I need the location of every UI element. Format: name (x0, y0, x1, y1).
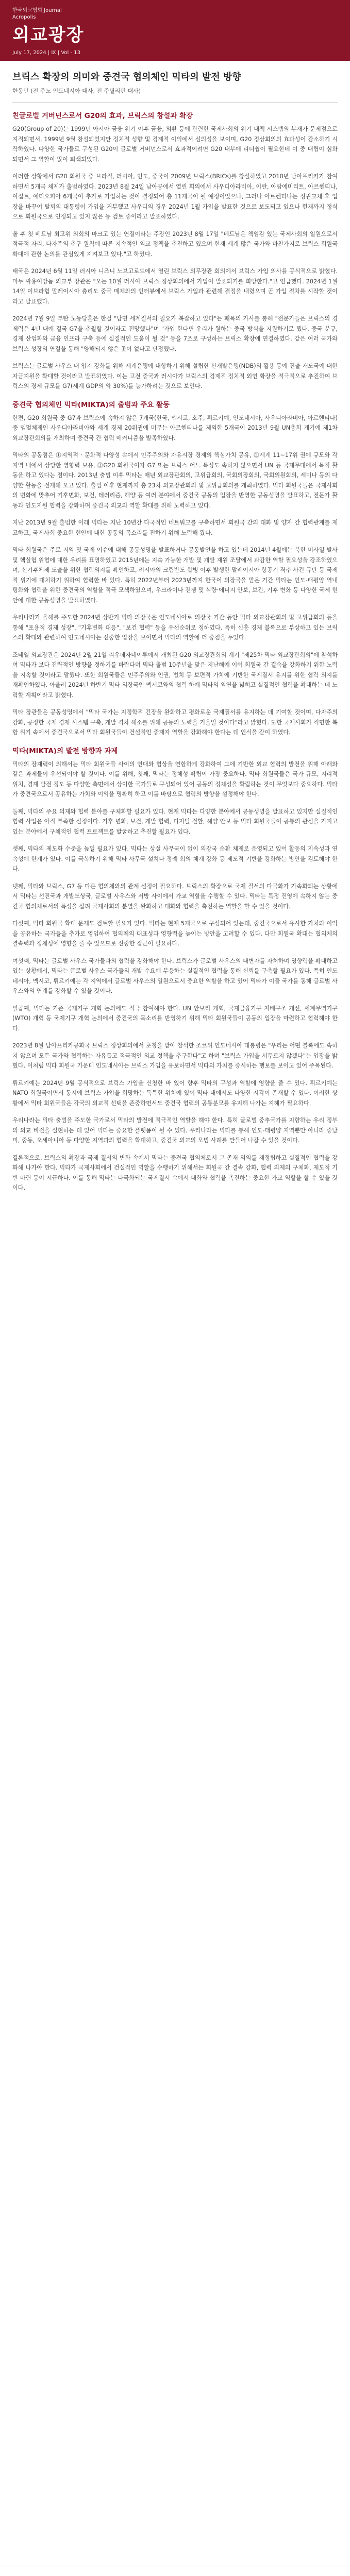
paragraph: 일곱째, 믹타는 기존 국제기구 개혁 논의에도 적극 참여해야 한다. UN 안보리 개혁, 국제금융기구 지배구조 개선, 세계무역기구(WTO) 개혁 등 국제기구 개혁 논의에서 중견국의 목소리를 반영하기 위해 믹타 회원국들이 공동의 입장을 마련하고 협력해야 한다. (12, 1005, 338, 1032)
paragraph: 둘째, 믹타의 주요 의제와 협력 분야를 구체화할 필요가 있다. 현재 믹타는 다양한 분야에서 공동성명을 발표하고 있지만 실질적인 협력 사업은 아직 부족한 실정이다. 기후 변화, 보건, 개발 협력, 디지털 전환, 해양 안보 등 믹타 회원국들이 공통의 관심을 가지고 있는 분야에서 구체적인 협력 프로젝트를 발굴하고 추진할 필요가 있다. (12, 808, 338, 835)
paragraph: 브릭스는 글로벌 사우스 내 입지 강화를 위해 세계은행에 대항하기 위해 설립한 신개발은행(NDB)의 활용 등에 진출 개도국에 대한 자금지원을 확대할 것이라고 발표하였다. 이는 고전 중국과 러시아가 브릭스의 경제적 정치적 외연 확장을 적극적으로 추진하여 브릭스의 경제 규모를 G7(세계 GDP의 약 30%)를 능가하려는 것으로 보인다. (12, 363, 338, 389)
paragraph: 다섯째, 믹타 회원국 확대 문제도 검토할 필요가 있다. 믹타는 현재 5개국으로 구성되어 있는데, 중견국으로서 유사한 가치와 이익을 공유하는 국가들을 추가로 영입하여 협의체의 대표성과 영향력을 높이는 방안을 고려할 수 있다. 다만 회원국 확대는 협의체의 결속력과 정체성에 영향을 줄 수 있으므로 신중한 접근이 필요하다. (12, 920, 338, 947)
article-sections (12, 111, 338, 1193)
paragraph: 2024년 7월 9일 부탄 노동당혼은 한걸 "남면 세계질서의 필요가 복잡하고 있다"는 패목의 가사를 통해 "전문가들은 브릭스의 경제력은 4년 내에 결국 G7을 추월할 것이라고 전망했다"며 "가입 한다면 우리가 원하는 중국 방식을 지원하기로 했다. 중국 분규, 경제 산업화와 금융 인프라 구축 등에 실질적인 도움이 될 것" 등을 7조로 구성하는 브릭스 확장에 연결하였다. 같은 여러 국가와 브릭스 성장의 연결을 통해 "양해되지 않은 곳이 없다고 단정했다. (12, 315, 338, 352)
journal-subtitle: Acropolis (12, 14, 36, 20)
paragraph: 올 후 첫 베트남 최고위 의회의 마크고 있는 연결이라는 주장인 2023년 8월 17일 "베트남은 책임감 있는 국제사회의 일원으로서 적극적 자리, 다자주의 추구 원칙에 따른 지속적인 외교 정책을 추진하고 있으며 현재 세계 많은 국가와 마찬가지로 브릭스 회원국 확대에 관한 논의를 관심있게 지켜보고 있다."고 하였다. (12, 230, 338, 258)
article-body (0, 61, 350, 1193)
article-section (12, 111, 338, 392)
paragraph: 여섯째, 믹타는 글로벌 사우스 국가들과의 협력을 강화해야 한다. 브릭스가 글로벌 사우스의 대변자를 자처하며 영향력을 확대하고 있는 상황에서, 믹타는 글로벌 사우스 국가들의 개발 수요에 부응하는 실질적인 협력을 통해 신뢰를 구축할 필요가 있다. 특히 인도네시아, 멕시코, 튀르키예는 각 지역에서 글로벌 사우스의 일원으로서 중요한 역할을 하고 있어 믹타가 이들 국가를 통해 글로벌 사우스와의 연계를 강화할 수 있을 것이다. (12, 957, 338, 994)
section-heading: 믹타(MIKTA)의 발전 방향과 과제 (12, 747, 118, 755)
article-section (12, 400, 338, 738)
issue-info: July 17, 2024 | Ⅸ | Vol - 13 (12, 50, 80, 56)
paragraph: 조태열 외교장관은 2024년 2월 21일 리우데자네이루에서 개최된 G20 외교장관회의 계기 "제25차 믹타 외교장관회의"에 참석하여 믹타가 보다 전략적인 방향을 정하기를 바란다며 믹타 출범 10주년을 맞은 지난해에 이어 회원국 간 결속을 강화하기 위한 노력을 지속할 것이라고 말했다. 또한 회원국들은 민주주의와 인권, 법치 등 보편적 가치에 기반한 국제질서 유지를 위한 협력 의지를 재확인하였다. 아울러 2024년 하반기 믹타 의장국인 멕시코와의 협력 하에 믹타의 외연을 넓히고 실질적인 협력을 확대하는 데 노력할 계획이라고 밝혔다. (12, 651, 338, 699)
paragraph: 2023년 8월 남아프리카공화국 브릭스 정상회의에서 초청을 받아 참석한 조코위 인도네시아 대통령은 "우리는 어떤 블록에도 속하지 않으며 모든 국가와 협력하는 자유롭고 적극적인 외교 정책을 추구한다"고 하며 "브릭스 가입을 서두르지 않겠다"는 입장을 밝혔다. 이처럼 믹타 회원국 가운데 인도네시아는 브릭스 가입을 유보하면서 믹타의 가치를 중시하는 행보를 보이고 있어 주목된다. (12, 1042, 338, 1069)
paragraph: 우리나라가 올해를 주도한 2024년 상반기 믹타 의장국은 인도네시아로 의장국 기간 동안 믹타 외교장관회의 및 고위급회의 등을 통해 "포용적 경제 성장", "기후변화 대응", "보건 협력" 등을 우선순위로 정하였다. 특히 신흥 경제 블록으로 부상하고 있는 브릭스의 확대와 관련하여 인도네시아는 신중한 입장을 보이면서 믹타의 역할에 더 중점을 두었다. (12, 614, 338, 641)
paragraph: 태국은 2024년 6월 11일 러시아 니즈니 노브고로드에서 열린 브릭스 외무장관 회의에서 브릭스 가입 의사를 공식적으로 밝혔다. 마두 싸용이앙돔 외교부 장관은 "오는 10월 러시아 브릭스 정상회의에서 가입이 발표되기를 희망한다."고 언급했다. 2024년 1월 14일 이브라힘 말레이시아 총리도 중국 매체와의 인터뷰에서 브릭스 가입과 관련해 결정을 내렸으며 곧 가입 절차를 시작할 것이라고 발표했다. (12, 268, 338, 305)
masthead-title: 외교광장 (12, 25, 85, 45)
paragraph: 결론적으로, 브릭스의 확장과 국제 질서의 변화 속에서 믹타는 중견국 협의체로서 그 존재 의의를 재정립하고 실질적인 협력을 강화해 나가야 한다. 믹타가 국제사회에서 건설적인 역할을 수행하기 위해서는 회원국 간 결속 강화, 협력 의제의 구체화, 제도적 기반 마련 등이 시급하다. 이를 통해 믹타는 다극화되는 국제질서 속에서 대화와 협력을 촉진하는 중요한 가교 역할을 할 수 있을 것이다. (12, 1154, 338, 1191)
masthead-banner (0, 0, 350, 61)
section-heading: 친글로벌 거버넌스로서 G20의 효과, 브릭스의 창설과 확장 (12, 112, 193, 120)
paragraph: 한편, G20 회원국 중 G7과 브릭스에 속하지 않은 7개국(한국, 멕시코, 호주, 튀르키예, 인도네시아, 사우디아라비아, 아르헨티나) 중 멤멀체제인 사우디아라비아와 세계 경제 20위권에 머무는 아르헨티나를 제외한 5개국이 2013년 9월 UN총회 계기에 제1차 외교장관회의를 개최하며 중견국 간 협력 메커니즘을 발족하였다. (12, 414, 338, 442)
paragraph: 이러한 상황에서 G20 회원국 중 브라질, 러시아, 인도, 중국이 2009년 브릭스(BRICs)를 창설하였고 2010년 남아프리카가 참여하면서 5개국 체제가 출범하였다. 2023년 8월 24일 남아공에서 열린 회의에서 사우디아라비아, 이란, 아랍에미리트, 아르헨티나, 이집트, 에티오피아 6개국이 추가로 가입하는 것이 결정되어 총 11개국이 될 예정이었으나, 그러나 아르헨티나는 정권교체 후 입장을 바꾸어 탈퇴의 대통령이 가입을 거부했고 사우디의 경우 2024년 1월 가입을 발표한 것으로 보도되고 있으나 현재까지 정식으로 회원국으로 인정되고 있지 않은 등 검토 중이라고 발표하였다. (12, 173, 338, 220)
paragraph: 믹타 장관들은 공동성명에서 "믹타 국가는 지정학적 긴장을 완화하고 평화로운 국제질서를 유지하는 데 기여할 것이며, 다자주의 강화, 공정한 국제 경제 시스템 구축, 개발 격차 해소를 위해 공동의 노력을 기울일 것이다"라고 밝혔다. 또한 국제사회가 직면한 복합 위기 속에서 중견국으로서 믹타 회원국들이 건설적인 중재자 역할을 강화해야 한다는 데 인식을 같이 하였다. (12, 709, 338, 736)
paragraph: 믹타의 잠재력이 의해서는 믹타 회원국들 사이의 연대와 협상을 연합하게 강화하여 그에 기반한 외교 협력의 발전을 위해 아래와 같은 과제들이 우선되어야 할 것이다. 이를 위해, 첫째, 믹타는 정체성 확립이 가장 중요하다. 믹타 회원국들은 국가 규모, 지리적 위치, 경제 발전 정도 등 다양한 측면에서 상이한 국가들로 구성되어 있어 공동의 정체성을 확립하는 것이 무엇보다 중요하다. 믹타가 중견국으로서 공유하는 가치와 이익을 명확히 하고 이를 바탕으로 협력의 방향을 설정해야 한다. (12, 760, 338, 798)
paragraph: 넷째, 믹타와 브릭스, G7 등 다른 협의체와의 관계 설정이 필요하다. 브릭스의 확장으로 국제 질서의 다극화가 가속화되는 상황에서 믹타는 선진국과 개발도상국, 글로벌 사우스와 서방 사이에서 가교 역할을 수행할 수 있다. 믹타는 특정 진영에 속하지 않는 중견국 협의체로서의 특성을 살려 국제사회의 분열을 완화하고 대화와 협력을 촉진하는 역할을 할 수 있을 것이다. (12, 883, 338, 910)
paragraph: G20(Group of 20)는 1999년 아시아 금융 위기 이후 금융, 외환 등에 관련한 국제사회의 위기 대책 시스템의 부재가 문제점으로 지적되면서, 1999년 9월 창설되었지만 정치적 성향 및 경제적 이익에서 심의성을 보이며, G20 정상회의의 효과성이 감소하기 시작하였다. 다양한 국가들로 구성된 G20이 글로벌 거버넌스로서 효과적이려면 G20 내부에 리더쉽이 필요한데 이 중 대립이 심화되면서 그 역할이 많이 퇴색되었다. (12, 126, 338, 163)
paragraph: 지난 2013년 9월 출범한 이래 믹타는 지난 10년간 다국적인 네트워크를 구축하면서 회원국 간의 대화 및 양자 간 협력관계를 제고하고, 국제사회 중요한 현안에 대한 공통의 목소리를 전하기 위해 노력해 왔다. (12, 519, 338, 536)
title-divider (12, 102, 338, 103)
paragraph: 우리나라는 믹타 출범을 주도한 국가로서 믹타의 발전에 적극적인 역할을 해야 한다. 특히 글로벌 중추국가를 지향하는 우리 정부의 외교 비전을 실현하는 데 있어 믹타는 중요한 플랫폼이 될 수 있다. 우리나라는 믹타를 통해 인도-태평양 지역뿐만 아니라 중남미, 중동, 오세아니아 등 다양한 지역과의 협력을 확대하고, 중견국 외교의 모범 사례를 만들어 나갈 수 있을 것이다. (12, 1117, 338, 1144)
journal-name: 한국외교협회 Journal (12, 8, 62, 13)
section-heading: 중견국 협의체인 믹타(MIKTA)의 출범과 주요 활동 (12, 400, 170, 409)
page-footer (0, 2566, 350, 2576)
paragraph: 셋째, 믹타의 제도화 수준을 높일 필요가 있다. 믹타는 상설 사무국이 없이 의장국 순환 체제로 운영되고 있어 활동의 지속성과 연속성에 한계가 있다. 이를 극복하기 위해 믹타 사무국 설치나 정례 회의 체계 강화 등 제도적 기반을 강화하는 방안을 검토해야 한다. (12, 845, 338, 872)
article-title: 브릭스 확장의 의미와 중견국 협의체인 믹타의 발전 방향 (12, 72, 241, 82)
paragraph: 튀르키예는 2024년 9월 공식적으로 브릭스 가입을 신청한 바 있어 향후 믹타의 구성과 역할에 영향을 줄 수 있다. 튀르키예는 NATO 회원국이면서 동시에 브릭스 가입을 희망하는 독특한 위치에 있어 믹타 내에서도 다양한 시각이 존재할 수 있다. 이러한 상황에서 믹타 회원국들은 각국의 외교적 선택을 존중하면서도 중견국 협력의 공통분모를 유지해 나가는 지혜가 필요하다. (12, 1079, 338, 1107)
paragraph: 믹타의 공동점은 ⓵지역적 · 문화적 다양성 속에서 민주주의와 자유시장 경제의 핵심가치 공유, ⓶세계 11~17위 권에 규모와 각 지역 내에서 상당한 영향력 보유, ⓷G20 회원국이자 G7 또는 브릭스 어느 특성도 속하지 않으면서 UN 등 국제무대에서 목적 활동을 하고 있다는 점이다. 2013년 출범 이후 믹타는 매년 외교장관회의, 고위급회의, 국회의장회의, 국회의원회의, 세미나 등의 다양한 활동을 전개해 오고 있다. 출범 이후 현재까지 총 23차 외교장관회의 및 고위급회의를 개최하였다. 믹타 회원국들은 국제사회의 변화에 맞추어 기후변화, 보건, 테러리즘, 해양 등 여러 분야에서 중견국 공동의 입장을 반영한 공동성명을 발표하고, 전문가 활동과 인도지원 협력을 강화하며 중견국 외교의 역할 확대를 위해 노력하고 있다. (12, 452, 338, 509)
article-section (12, 746, 338, 1193)
paragraph: 믹타 회원국은 주로 지역 및 국제 이슈에 대해 공동성명을 발표하거나 공동발언을 하고 있는데 2014년 4월에는 북한 미사일 발사 및 핵실험 위협에 대한 우려를 표명하였고 2015년에는 지속 가능한 개발 및 개발 재원 조달에서 과감한 역할 필요성을 강조하였으며, 신기후체제 도출을 위한 협력의지를 확인하고, 러시아의 크림반도 합병 이후 발생한 말레이시아 항공기 격추 사건 규탄 등 국제적 위기에 대처하기 위하여 협력한 바 있다. 특히 2022년부터 2023년까지 한국이 의장국을 맡은 기간 믹타는 인도-태평양 역내 평화와 협력을 위한 중견국의 역할을 적극 모색하였으며, 우크라이나 전쟁 및 식량·에너지 안보, 보건, 기후 변화 등 다양한 국제 현안에 대한 공동성명을 발표하였다. (12, 547, 338, 604)
article-author: 한동만 (전 주노 인도네시아 대사, 전 주필리핀 대사) (12, 88, 141, 94)
